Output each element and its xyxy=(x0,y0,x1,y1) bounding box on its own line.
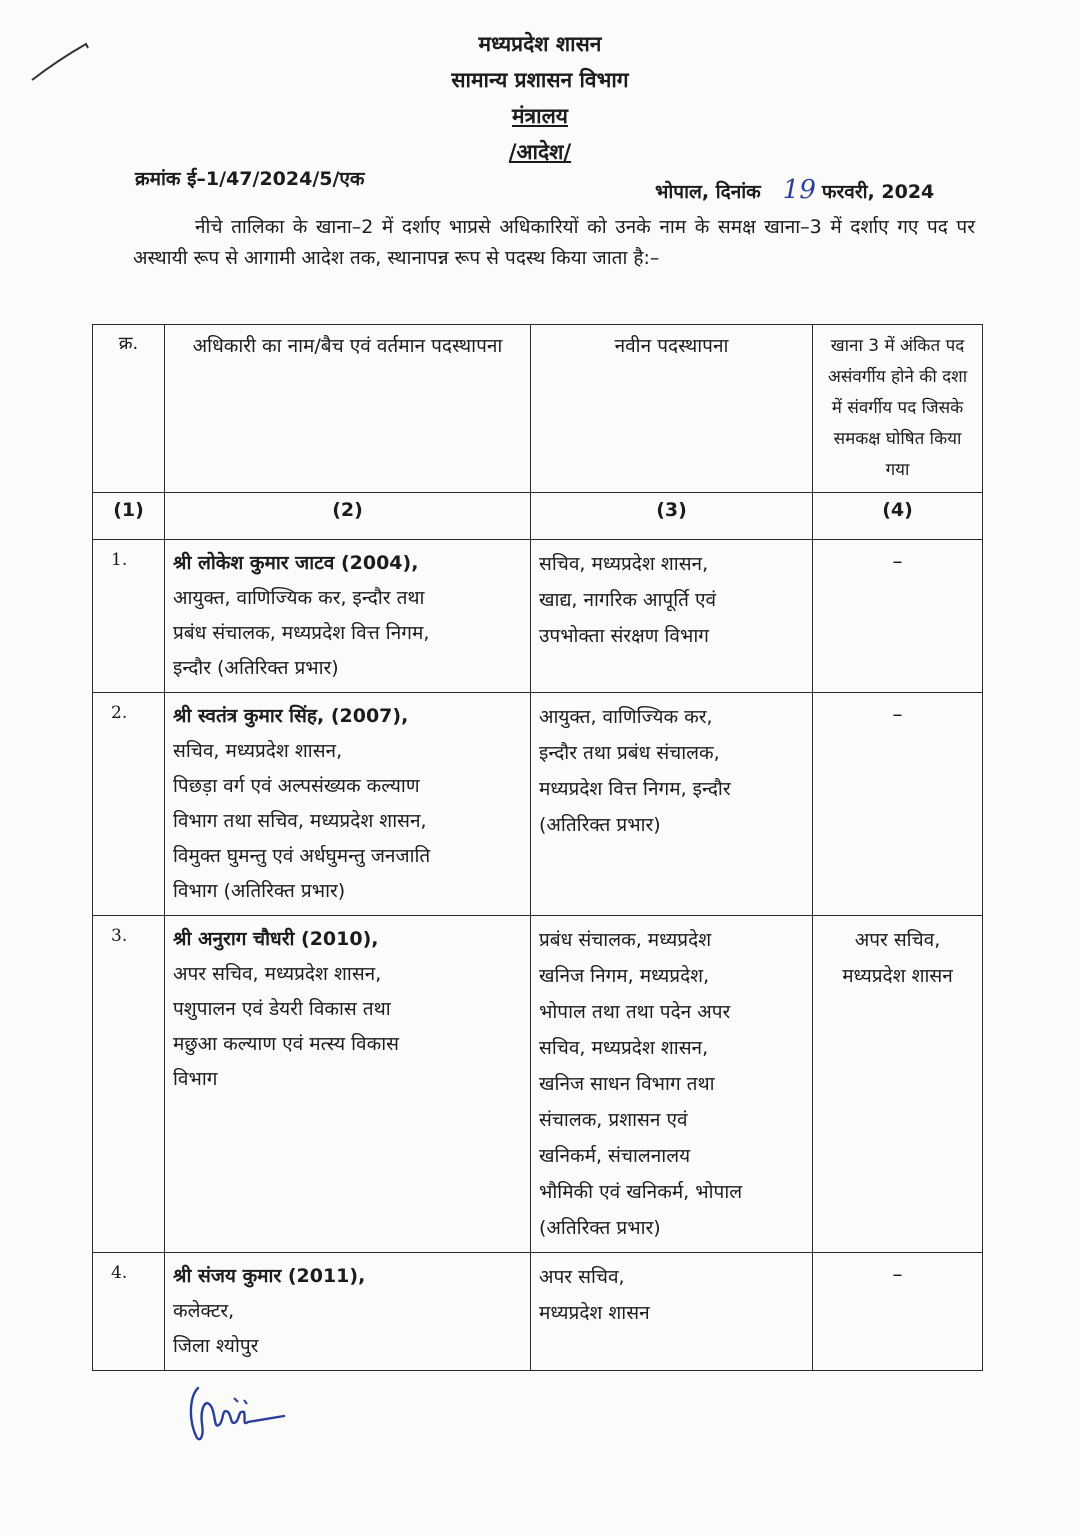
serial-number: 4. xyxy=(93,1253,165,1371)
officer-cell xyxy=(165,693,531,916)
current-posting-line: सचिव, मध्यप्रदेश शासन, xyxy=(173,740,343,762)
serial-number: 1. xyxy=(93,540,165,693)
new-posting-line: भौमिकी एवं खनिकर्म, भोपाल xyxy=(539,1181,743,1203)
equivalent-post-cell xyxy=(813,916,983,1253)
new-posting-line: खनिज साधन विभाग तथा xyxy=(539,1073,715,1095)
new-posting-line: आयुक्त, वाणिज्यिक कर, xyxy=(539,706,713,728)
new-posting-cell xyxy=(531,540,813,693)
current-posting-line: आयुक्त, वाणिज्यिक कर, इन्दौर तथा xyxy=(173,587,425,609)
document-type: /आदेश/ xyxy=(508,140,572,164)
new-posting-line: (अतिरिक्त प्रभार) xyxy=(539,814,661,836)
office-name: मंत्रालय xyxy=(511,104,568,128)
new-posting-line: खाद्य, नागरिक आपूर्ति एवं xyxy=(539,589,717,611)
header-new-posting: नवीन पदस्थापना xyxy=(531,325,813,493)
officer-name: श्री स्वतंत्र कुमार सिंह, (2007), xyxy=(173,705,409,727)
new-posting-line: खनिज निगम, मध्यप्रदेश, xyxy=(539,965,710,987)
letterhead xyxy=(0,26,1080,170)
handwritten-day: 19 xyxy=(782,175,816,205)
new-posting-line: उपभोक्ता संरक्षण विभाग xyxy=(539,625,709,647)
equivalent-post-line: मध्यप्रदेश शासन xyxy=(842,965,953,987)
officer-cell xyxy=(165,1253,531,1371)
header-officer: अधिकारी का नाम/बैच एवं वर्तमान पदस्थापना xyxy=(165,325,531,493)
new-posting-line: सचिव, मध्यप्रदेश शासन, xyxy=(539,1037,709,1059)
new-posting-line: सचिव, मध्यप्रदेश शासन, xyxy=(539,553,709,575)
current-posting-line: प्रबंध संचालक, मध्यप्रदेश वित्त निगम, xyxy=(173,622,430,644)
current-posting-line: इन्दौर (अतिरिक्त प्रभार) xyxy=(173,657,339,679)
new-posting-line: मध्यप्रदेश वित्त निगम, इन्दौर xyxy=(539,778,731,800)
order-text-body: नीचे तालिका के खाना–2 में दर्शाए भाप्रसे अधिकारियों को उनके नाम के समक्ष खाना–3 में दर्शाए गए पद पर अस्थायी रूप से आगामी आदेश तक, स्थानापन्न रूप से पदस्थ किया जाता है:– xyxy=(133,216,975,269)
dash-placeholder: – xyxy=(892,702,903,726)
equivalent-post-cell xyxy=(813,1253,983,1371)
place-and-date xyxy=(655,175,934,205)
equivalent-post-cell xyxy=(813,540,983,693)
new-posting-cell xyxy=(531,693,813,916)
current-posting-line: अपर सचिव, मध्यप्रदेश शासन, xyxy=(173,963,382,985)
handwritten-signature xyxy=(184,1378,294,1448)
column-number: (3) xyxy=(531,493,813,540)
current-posting-line: पिछड़ा वर्ग एवं अल्पसंख्यक कल्याण xyxy=(173,775,420,797)
current-posting-line: विमुक्त घुमन्तु एवं अर्धघुमन्तु जनजाति xyxy=(173,845,431,867)
current-posting-line: मछुआ कल्याण एवं मत्स्य विकास xyxy=(173,1033,399,1055)
place-label: भोपाल, दिनांक xyxy=(655,181,761,203)
serial-number: 3. xyxy=(93,916,165,1253)
officer-name: श्री अनुराग चौधरी (2010), xyxy=(173,928,379,950)
department-name: सामान्य प्रशासन विभाग xyxy=(451,68,629,92)
month-year: फरवरी, 2024 xyxy=(821,181,935,203)
new-posting-line: खनिकर्म, संचालनालय xyxy=(539,1145,691,1167)
new-posting-line: प्रबंध संचालक, मध्यप्रदेश xyxy=(539,929,712,951)
officer-cell xyxy=(165,540,531,693)
current-posting-line: पशुपालन एवं डेयरी विकास तथा xyxy=(173,998,391,1020)
equivalent-post-cell xyxy=(813,693,983,916)
current-posting-line: विभाग (अतिरिक्त प्रभार) xyxy=(173,880,346,902)
column-number: (2) xyxy=(165,493,531,540)
posting-table xyxy=(92,324,983,1371)
new-posting-line: अपर सचिव, xyxy=(539,1266,625,1288)
new-posting-line: संचालक, प्रशासन एवं xyxy=(539,1109,688,1131)
table-row xyxy=(93,540,983,693)
new-posting-line: मध्यप्रदेश शासन xyxy=(539,1302,650,1324)
order-text xyxy=(133,212,975,274)
equivalent-post-line: अपर सचिव, xyxy=(854,929,941,951)
officer-name: श्री लोकेश कुमार जाटव (2004), xyxy=(173,552,419,574)
new-posting-cell xyxy=(531,916,813,1253)
table-row xyxy=(93,693,983,916)
column-number-row xyxy=(93,493,983,540)
officer-name: श्री संजय कुमार (2011), xyxy=(173,1265,366,1287)
header-serial: क्र. xyxy=(93,325,165,493)
current-posting-line: कलेक्टर, xyxy=(173,1300,235,1322)
current-posting-line: विभाग xyxy=(173,1068,218,1090)
officer-cell xyxy=(165,916,531,1253)
column-number: (1) xyxy=(93,493,165,540)
table-row xyxy=(93,916,983,1253)
current-posting-line: जिला श्योपुर xyxy=(173,1335,259,1357)
header-equivalent-post: खाना 3 में अंकित पद असंवर्गीय होने की दशा में संवर्गीय पद जिसके समकक्ष घोषित किया गया xyxy=(813,325,983,493)
new-posting-line: भोपाल तथा तथा पदेन अपर xyxy=(539,1001,731,1023)
serial-number: 2. xyxy=(93,693,165,916)
dash-placeholder: – xyxy=(892,549,903,573)
new-posting-line: इन्दौर तथा प्रबंध संचालक, xyxy=(539,742,720,764)
government-name: मध्यप्रदेश शासन xyxy=(478,32,602,56)
column-number: (4) xyxy=(813,493,983,540)
table-row xyxy=(93,1253,983,1371)
reference-number: क्रमांक ई–1/47/2024/5/एक xyxy=(135,168,365,190)
table-header-row xyxy=(93,325,983,493)
dash-placeholder: – xyxy=(892,1262,903,1286)
new-posting-cell xyxy=(531,1253,813,1371)
new-posting-line: (अतिरिक्त प्रभार) xyxy=(539,1217,661,1239)
current-posting-line: विभाग तथा सचिव, मध्यप्रदेश शासन, xyxy=(173,810,427,832)
